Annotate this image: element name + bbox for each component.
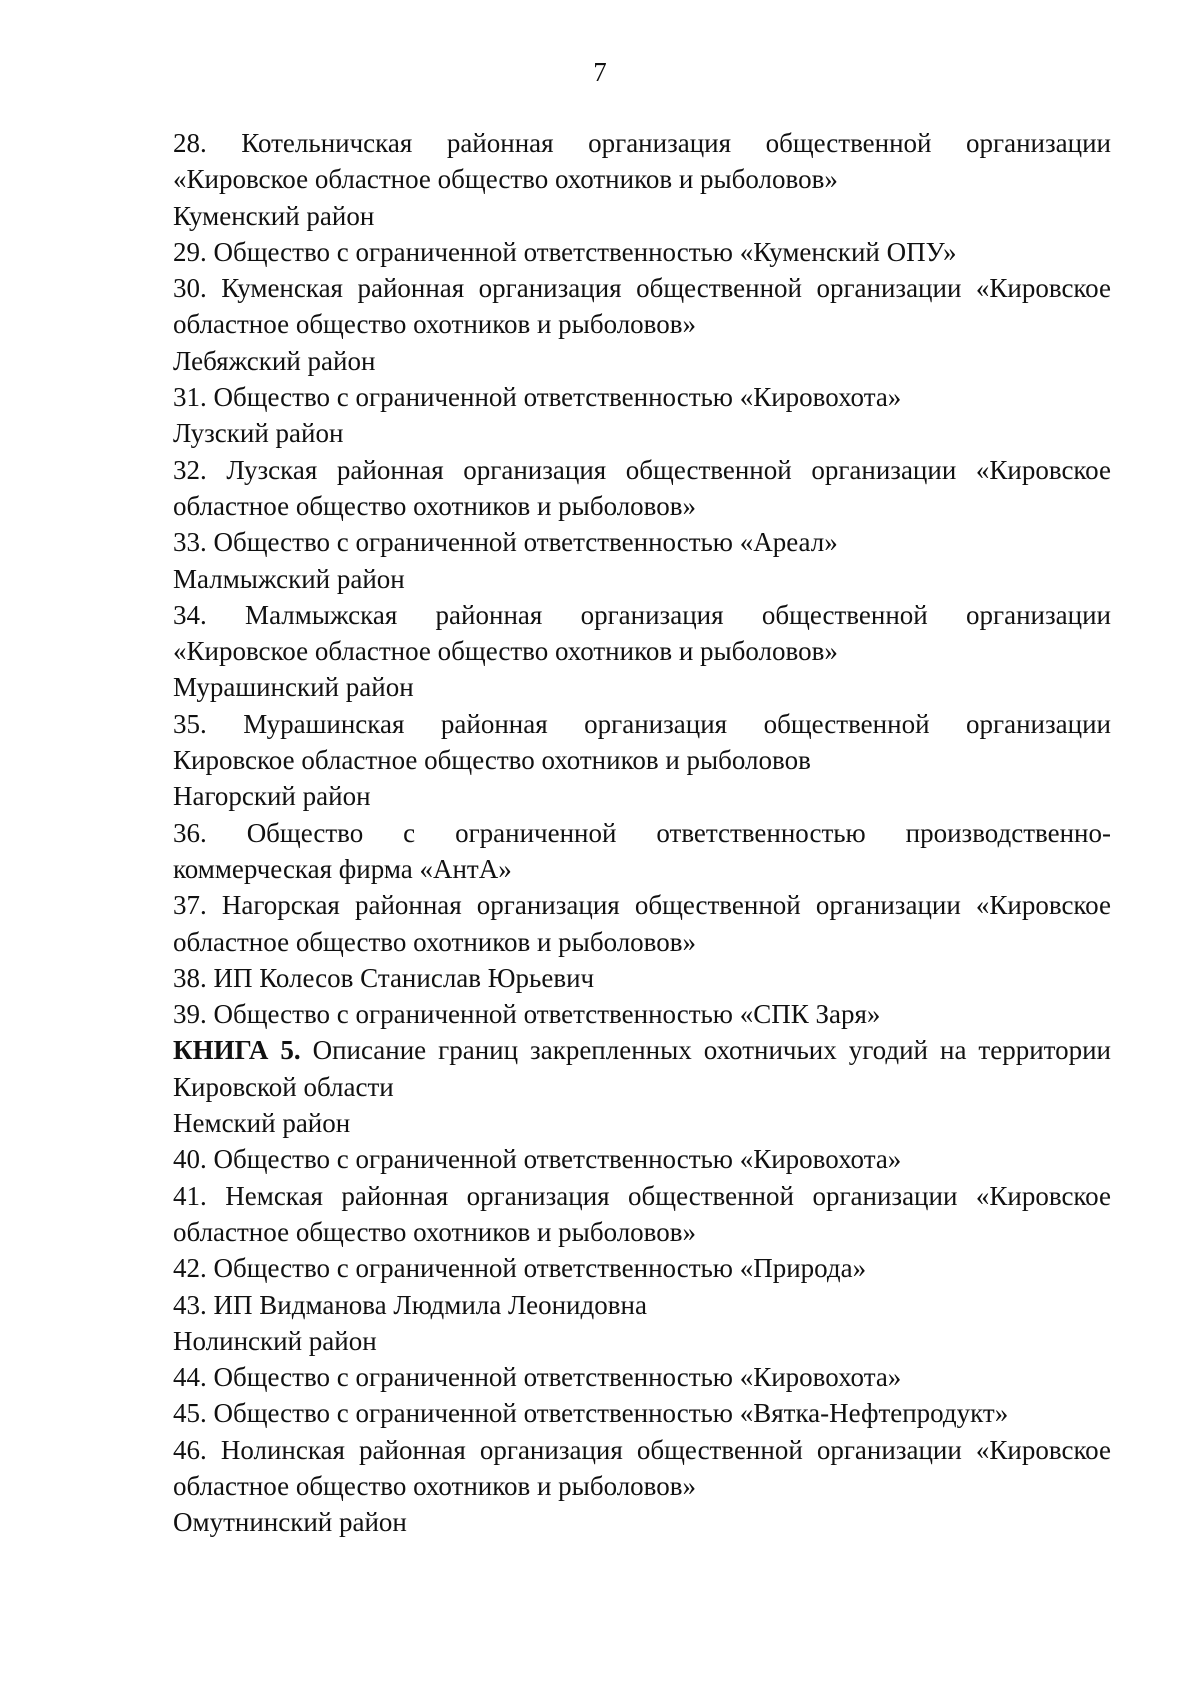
list-item-38: 38. ИП Колесов Станислав Юрьевич (173, 962, 595, 993)
list-item-37-line-2: областное общество охотников и рыболовов» (173, 926, 696, 957)
district-heading-lebyazhsky: Лебяжский район (173, 345, 376, 376)
district-heading-kumensky: Куменский район (173, 200, 375, 231)
list-item-32-line-2: областное общество охотников и рыболовов» (173, 490, 696, 521)
district-heading-murashinsky: Мурашинский район (173, 672, 414, 703)
list-item-34-line-1: 34. Малмыжская районная организация общественной организации (173, 599, 1111, 630)
list-item-32-line-1: 32. Лузская районная организация общественной организации «Кировское (173, 454, 1111, 485)
district-heading-malmyzhsky: Малмыжский район (173, 563, 405, 594)
list-item-46-line-2: областное общество охотников и рыболовов» (173, 1470, 696, 1501)
list-item-40: 40. Общество с ограниченной ответственностью «Кировохота» (173, 1144, 902, 1175)
document-body (173, 125, 1111, 1541)
list-item-37-line-1: 37. Нагорская районная организация общественной организации «Кировское (173, 890, 1111, 921)
list-item-31: 31. Общество с ограниченной ответственностью «Кировохота» (173, 382, 902, 413)
page-number: 7 (593, 57, 607, 87)
list-item-43: 43. ИП Видманова Людмила Леонидовна (173, 1289, 647, 1320)
district-heading-nolinsky: Нолинский район (173, 1325, 377, 1356)
book-5-heading (173, 1032, 1111, 1068)
district-heading-omutninsky: Омутнинский район (173, 1507, 407, 1538)
list-item-41-line-2: областное общество охотников и рыболовов» (173, 1216, 696, 1247)
district-heading-nagorsky: Нагорский район (173, 781, 371, 812)
list-item-35-line-1: 35. Мурашинская районная организация общественной организации (173, 708, 1111, 739)
district-heading-nemsky: Немский район (173, 1108, 351, 1139)
list-item-35-line-2: Кировское областное общество охотников и рыболовов (173, 745, 811, 776)
list-item-46-line-1: 46. Нолинская районная организация общественной организации «Кировское (173, 1434, 1111, 1465)
list-item-33: 33. Общество с ограниченной ответственностью «Ареал» (173, 527, 838, 558)
list-item-29: 29. Общество с ограниченной ответственностью «Куменский ОПУ» (173, 236, 957, 267)
list-item-41-line-1: 41. Немская районная организация общественной организации «Кировское (173, 1180, 1111, 1211)
list-item-42: 42. Общество с ограниченной ответственностью «Природа» (173, 1253, 867, 1284)
book-5-heading-line-2: Кировской области (173, 1071, 394, 1102)
book-5-title: Описание границ закрепленных охотничьих угодий на территории (300, 1035, 1111, 1066)
list-item-28-line-1: 28. Котельничская районная организация общественной организации (173, 128, 1111, 158)
list-item-44: 44. Общество с ограниченной ответственностью «Кировохота» (173, 1362, 902, 1393)
list-item-45: 45. Общество с ограниченной ответственностью «Вятка-Нефтепродукт» (173, 1398, 1009, 1429)
list-item-28-line-2: «Кировское областное общество охотников и рыболовов» (173, 164, 838, 195)
list-item-30-line-2: областное общество охотников и рыболовов» (173, 309, 696, 340)
book-5-label: КНИГА 5. (173, 1035, 301, 1066)
list-item-36-line-2: коммерческая фирма «АнтА» (173, 853, 512, 884)
list-item-39: 39. Общество с ограниченной ответственностью «СПК Заря» (173, 999, 881, 1030)
list-item-34-line-2: «Кировское областное общество охотников и рыболовов» (173, 636, 838, 667)
list-item-36-line-1: 36. Общество с ограниченной ответственностью производственно- (173, 817, 1111, 848)
list-item-30-line-1: 30. Куменская районная организация общественной организации «Кировское (173, 273, 1111, 304)
district-heading-luzsky: Лузский район (173, 418, 344, 449)
